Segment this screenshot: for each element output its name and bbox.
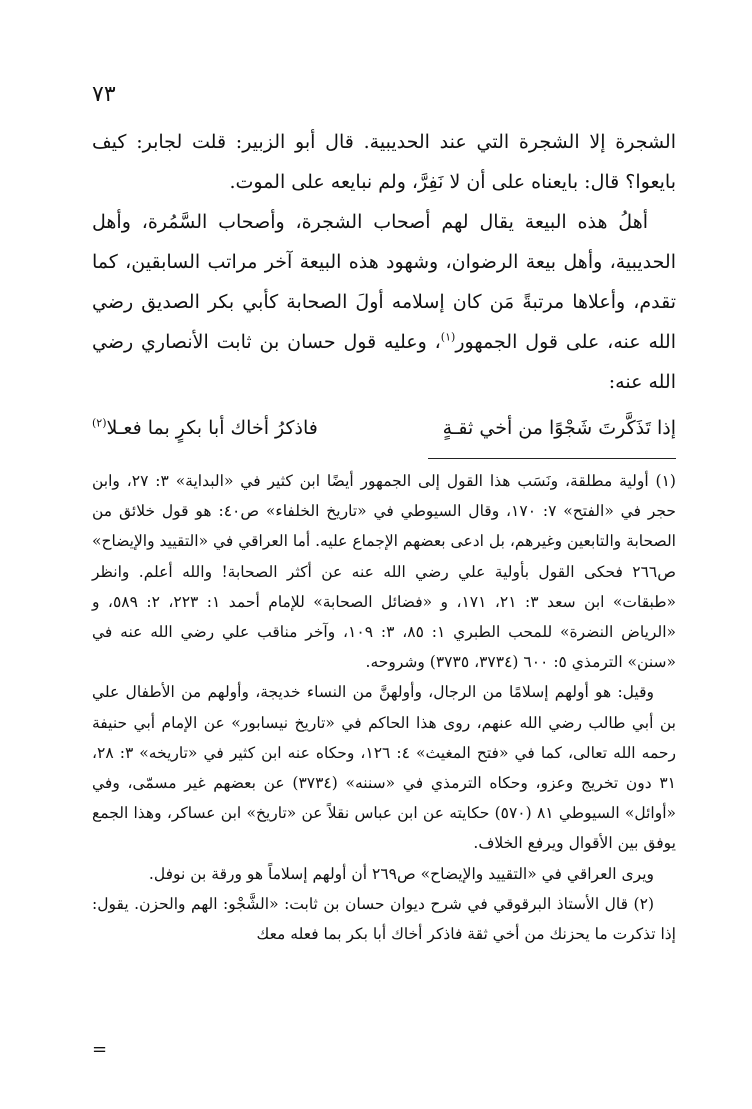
verse-first-hemistich: إذا تَذَكَّرتَ شَجْوًا من أخي ثقـةٍ	[442, 417, 676, 439]
footnote-1-paragraph-2: وقيل: هو أولهم إسلامًا من الرجال، وأولهنَّ من النساء خديجة، وأولهم من الأطفال علي بن أبي طالب رضي الله عنهم، روى هذا الحاكم في «تاريخ نيسابور» عن الإمام أبي حنيفة رحمه الله تعالى، كما في «فتح المغيث» ٤: ١٢٦، وحكاه عنه ابن كثير في «تاريخه» ٣: ٢٨، ٣١ دون تخريج وعزو، وحكاه الترمذي في «سننه» (٣٧٣٤) عن بعضهم غير مسمّى، وفي «أوائل» السيوطي ٨١ (٥٧٠) حكايته عن ابن عباس نقلاً عن «تاريخ» ابن عساكر، وهذا الجمع يوفق بين الأقوال ويرفع الخلاف.	[92, 683, 676, 853]
footnote-1-paragraph-1: (١) أولية مطلقة، ونَسَب هذا القول إلى الجمهور أيضًا ابن كثير في «البداية» ٣: ٢٧، وابن حجر في «الفتح» ٧: ١٧٠، وقال السيوطي في «تاريخ الخلفاء» ص٤٠: هو قول خلائق من الصحابة والتابعين وغيرهم، بل ادعى بعضهم الإجماع عليه. أما العراقي في «التقييد والإيضاح» ص٢٦٦ فحكى القول بأولية علي رضي الله عنه عن أكثر الصحابة! والله أعلم. وانظر «طبقات» ابن سعد ٣: ٢١، ١٧١، و «فضائل الصحابة» للإمام أحمد ١: ٢٢٣، ٢: ٥٨٩، و «الرياض النضرة» للمحب الطبري ١: ٨٥، ٣: ١٠٩، وآخر مناقب علي رضي الله عنه في «سنن» الترمذي ٥: ٦٠٠ (٣٧٣٤، ٣٧٣٥) وشروحه.	[92, 472, 677, 672]
main-text	[92, 122, 676, 402]
main-paragraph-2-text-a: أهلُ هذه البيعة يقال لهم أصحاب الشجرة، وأصحاب السَّمُرة، وأهل الحديبية، وأهل بيعة الرضوان، وشهود هذه البيعة آخر مراتب السابقين، كما تقدم، وأعلاها مرتبةً مَن كان إسلامه أولَ الصحابة كأبي بكر الصديق رضي الله عنه، على قول الجمهور	[92, 211, 676, 353]
poetry-verse	[92, 408, 676, 448]
verse-second-hemistich-text: فاذكرُ أخاك أبا بكرٍ بما فعـلا	[106, 417, 318, 439]
footnotes	[92, 466, 676, 949]
footnote-divider	[428, 458, 676, 459]
page-number: ٧٣	[92, 82, 116, 107]
footnote-1-paragraph-3: ويرى العراقي في «التقييد والإيضاح» ص٢٦٩ أن أولهم إسلاماً هو ورقة بن نوفل.	[148, 864, 654, 883]
main-paragraph-2	[92, 202, 676, 402]
continuation-mark: =	[92, 1039, 108, 1060]
footnote-ref-1: (١)	[440, 330, 456, 344]
footnote-ref-2: (٢)	[92, 416, 107, 430]
footnote-2: (٢) قال الأستاذ البرقوقي في شرح ديوان حسان بن ثابت: «الشَّجْو: الهم والحزن. يقول: إذا تذكرت ما يحزنك من أخي ثقة فاذكر أخاك أبا بكر بما فعله معك	[92, 894, 676, 944]
verse-second-hemistich	[92, 408, 318, 448]
main-paragraph-1: الشجرة إلا الشجرة التي عند الحديبية. قال أبو الزبير: قلت لجابر: كيف بايعوا؟ قال: بايعناه على أن لا نَفِرَّ، ولم نبايعه على الموت.	[92, 131, 676, 193]
main-paragraph-2-text-b: ، وعليه قول حسان بن ثابت الأنصاري رضي الله عنه:	[92, 331, 676, 393]
